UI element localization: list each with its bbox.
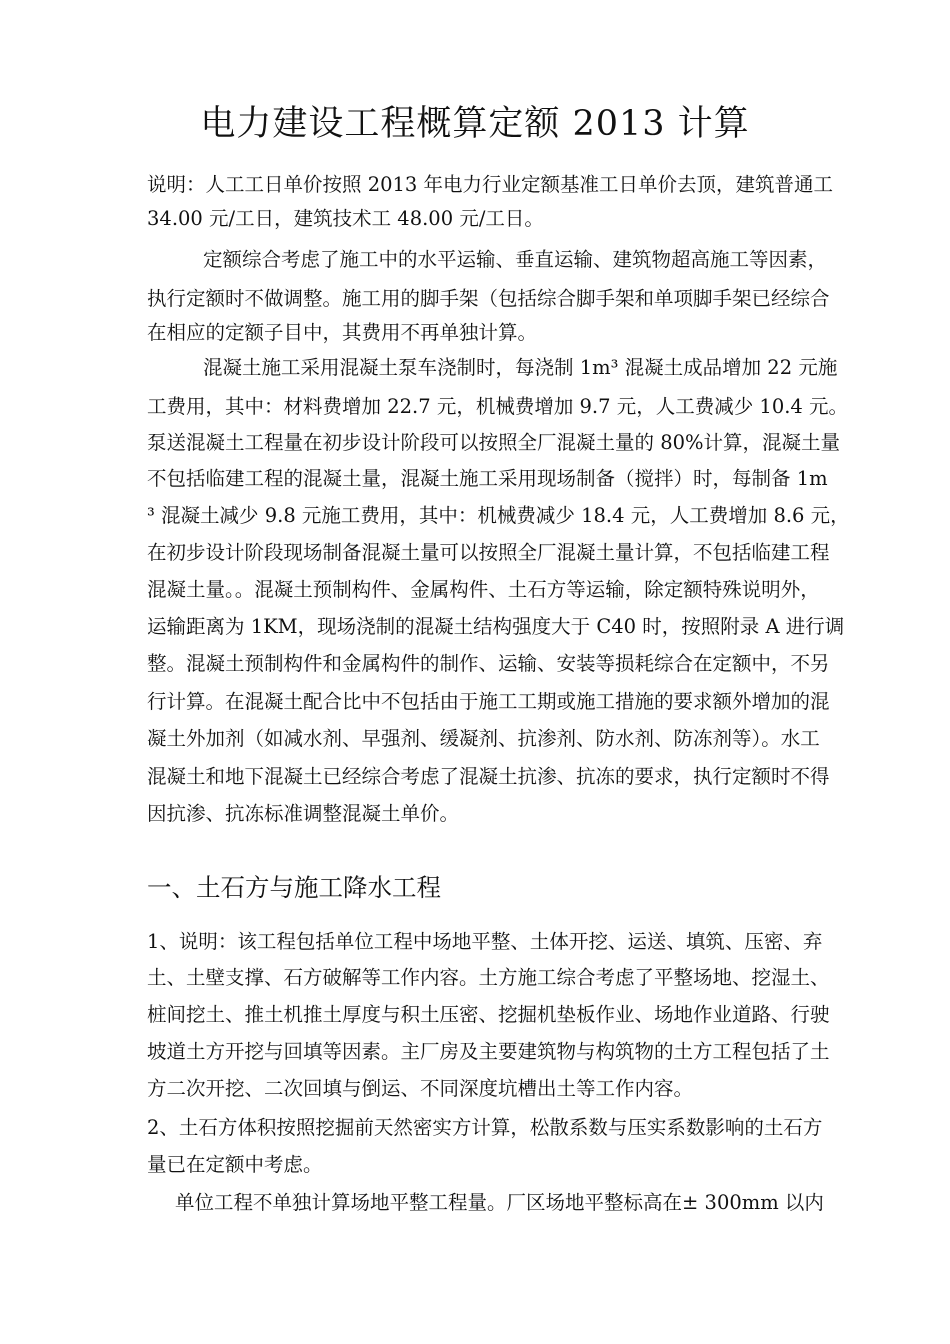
- intro-line: 混凝土量。。混凝土预制构件、金属构件、土石方等运输，除定额特殊说明外，: [147, 578, 820, 601]
- intro-line: 混凝土和地下混凝土已经综合考虑了混凝土抗渗、抗冻的要求，执行定额时不得: [147, 765, 830, 788]
- intro-line: ³ 混凝土减少 9.8 元施工费用，其中：机械费减少 18.4 元，人工费增加 8.6 元，: [147, 504, 850, 527]
- intro-line: 工费用，其中：材料费增加 22.7 元，机械费增加 9.7 元，人工费减少 10.4 元。: [147, 395, 849, 418]
- section-line: 桩间挖土、推土机推土厚度与积土压密、挖掘机垫板作业、场地作业道路、行驶: [147, 1003, 830, 1026]
- section-line: 坡道土方开挖与回填等因素。主厂房及主要建筑物与构筑物的土方工程包括了土: [147, 1040, 830, 1063]
- intro-line: 在初步设计阶段现场制备混凝土量可以按照全厂混凝土量计算，不包括临建工程: [147, 541, 830, 564]
- intro-line: 凝土外加剂（如减水剂、早强剂、缓凝剂、抗渗剂、防水剂、防冻剂等）。水工: [147, 727, 820, 750]
- section-line: 单位工程不单独计算场地平整工程量。厂区场地平整标高在± 300mm 以内: [175, 1191, 824, 1214]
- intro-line: 因抗渗、抗冻标准调整混凝土单价。: [147, 802, 460, 825]
- intro-line: 不包括临建工程的混凝土量，混凝土施工采用现场制备（搅拌）时，每制备 1m: [147, 467, 828, 490]
- section-heading: 一、土石方与施工降水工程: [147, 873, 441, 902]
- intro-line: 泵送混凝土工程量在初步设计阶段可以按照全厂混凝土量的 80%计算，混凝土量: [147, 431, 841, 454]
- intro-line: 整。混凝土预制构件和金属构件的制作、运输、安装等损耗综合在定额中，不另: [147, 652, 830, 675]
- intro-line: 运输距离为 1KM，现场浇制的混凝土结构强度大于 C40 时，按照附录 A 进行调: [147, 615, 845, 638]
- section-line: 量已在定额中考虑。: [147, 1153, 323, 1176]
- intro-line: 定额综合考虑了施工中的水平运输、垂直运输、建筑物超高施工等因素，: [203, 248, 828, 271]
- section-line: 1、说明：该工程包括单位工程中场地平整、土体开挖、运送、填筑、压密、弃: [147, 930, 823, 953]
- intro-line: 执行定额时不做调整。施工用的脚手架（包括综合脚手架和单项脚手架已经综合: [147, 287, 830, 310]
- intro-line: 在相应的定额子目中，其费用不再单独计算。: [147, 321, 538, 344]
- intro-line: 34.00 元/工日，建筑技术工 48.00 元/工日。: [147, 207, 544, 230]
- document-title: 电力建设工程概算定额 2013 计算: [200, 104, 750, 144]
- intro-line: 说明：人工工日单价按照 2013 年电力行业定额基准工日单价去顶，建筑普通工: [147, 173, 834, 196]
- section-line: 方二次开挖、二次回填与倒运、不同深度坑槽出土等工作内容。: [147, 1077, 694, 1100]
- intro-line: 行计算。在混凝土配合比中不包括由于施工工期或施工措施的要求额外增加的混: [147, 690, 830, 713]
- section-line: 土、土壁支撑、石方破解等工作内容。土方施工综合考虑了平整场地、挖湿土、: [147, 966, 830, 989]
- intro-line: 混凝土施工采用混凝土泵车浇制时，每浇制 1m³ 混凝土成品增加 22 元施: [203, 356, 838, 379]
- section-line: 2、土石方体积按照挖掘前天然密实方计算，松散系数与压实系数影响的土石方: [147, 1116, 823, 1139]
